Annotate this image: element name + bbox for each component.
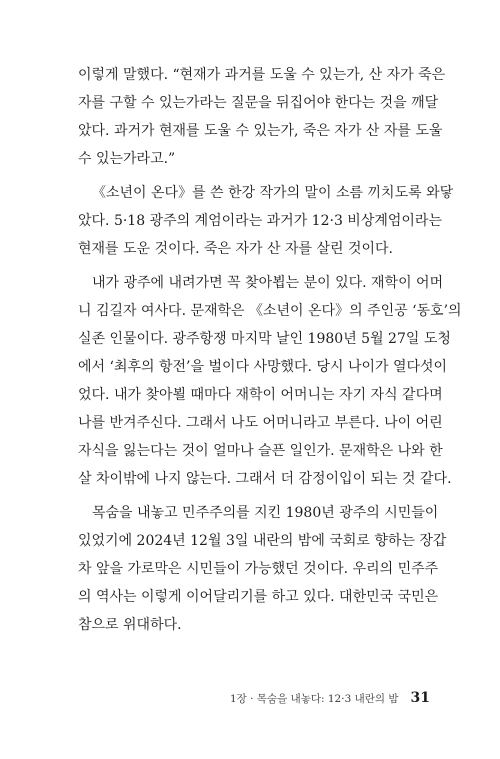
text-line: 았다. 5·18 광주의 계엄이라는 과거가 12·3 비상계엄이라는 bbox=[78, 213, 442, 229]
running-head: 1장 · 목숨을 내놓다: 12·3 내란의 밤 bbox=[229, 693, 399, 705]
body-text bbox=[78, 61, 462, 639]
text-line: 현재를 도운 것이다. 죽은 자가 산 자를 살린 것이다. bbox=[78, 241, 393, 257]
text-line: 목숨을 내놓고 민주주의를 지킨 1980년 광주의 시민들이 bbox=[92, 505, 439, 521]
text-line: 에서 ‘최후의 항전’을 벌이다 사망했다. 당시 나이가 열다섯이 bbox=[78, 359, 448, 375]
text-line: 수 있는가라고.” bbox=[78, 151, 176, 167]
text-line: 실존 인물이다. 광주항쟁 마지막 날인 1980년 5월 27일 도청 bbox=[78, 331, 451, 347]
text-line: 있었기에 2024년 12월 3일 내란의 밤에 국회로 향하는 장갑 bbox=[78, 533, 447, 549]
paragraph bbox=[78, 269, 462, 493]
text-line: 자식을 잃는다는 것이 얼마나 슬픈 일인가. 문재학은 나와 한 bbox=[78, 443, 443, 459]
text-line: 차 앞을 가로막은 시민들이 가능했던 것이다. 우리의 민주주 bbox=[78, 561, 439, 577]
page-number: 31 bbox=[410, 690, 430, 706]
page-footer bbox=[220, 690, 430, 710]
paragraph bbox=[78, 179, 454, 263]
text-line: 의 역사는 이렇게 이어달리기를 하고 있다. 대한민국 국민은 bbox=[78, 589, 439, 605]
text-line: 내가 광주에 내려가면 꼭 찾아뵙는 분이 있다. 재학이 어머 bbox=[92, 275, 444, 291]
text-line: 니 김길자 여사다. 문재학은 《소년이 온다》의 주인공 ‘동호’의 bbox=[78, 303, 462, 319]
paragraph bbox=[78, 499, 447, 639]
text-line: 참으로 위대하다. bbox=[78, 617, 182, 633]
text-line: 《소년이 온다》를 쓴 한강 작가의 말이 소름 끼치도록 와닿 bbox=[92, 185, 454, 201]
text-line: 었다. 내가 찾아뵐 때마다 재학이 어머니는 자기 자식 같다며 bbox=[78, 387, 443, 403]
paragraph bbox=[78, 61, 446, 173]
text-line: 살 차이밖에 나지 않는다. 그래서 더 감정이입이 되는 것 같다. bbox=[78, 471, 452, 487]
text-line: 이렇게 말했다. “현재가 과거를 도울 수 있는가, 산 자가 죽은 bbox=[78, 67, 446, 83]
text-line: 나를 반겨주신다. 그래서 나도 어머니라고 부른다. 나이 어린 bbox=[78, 415, 443, 431]
text-line: 았다. 과거가 현재를 도울 수 있는가, 죽은 자가 산 자를 도울 bbox=[78, 123, 443, 139]
text-line: 자를 구할 수 있는가라는 질문을 뒤집어야 한다는 것을 깨달 bbox=[78, 95, 439, 111]
